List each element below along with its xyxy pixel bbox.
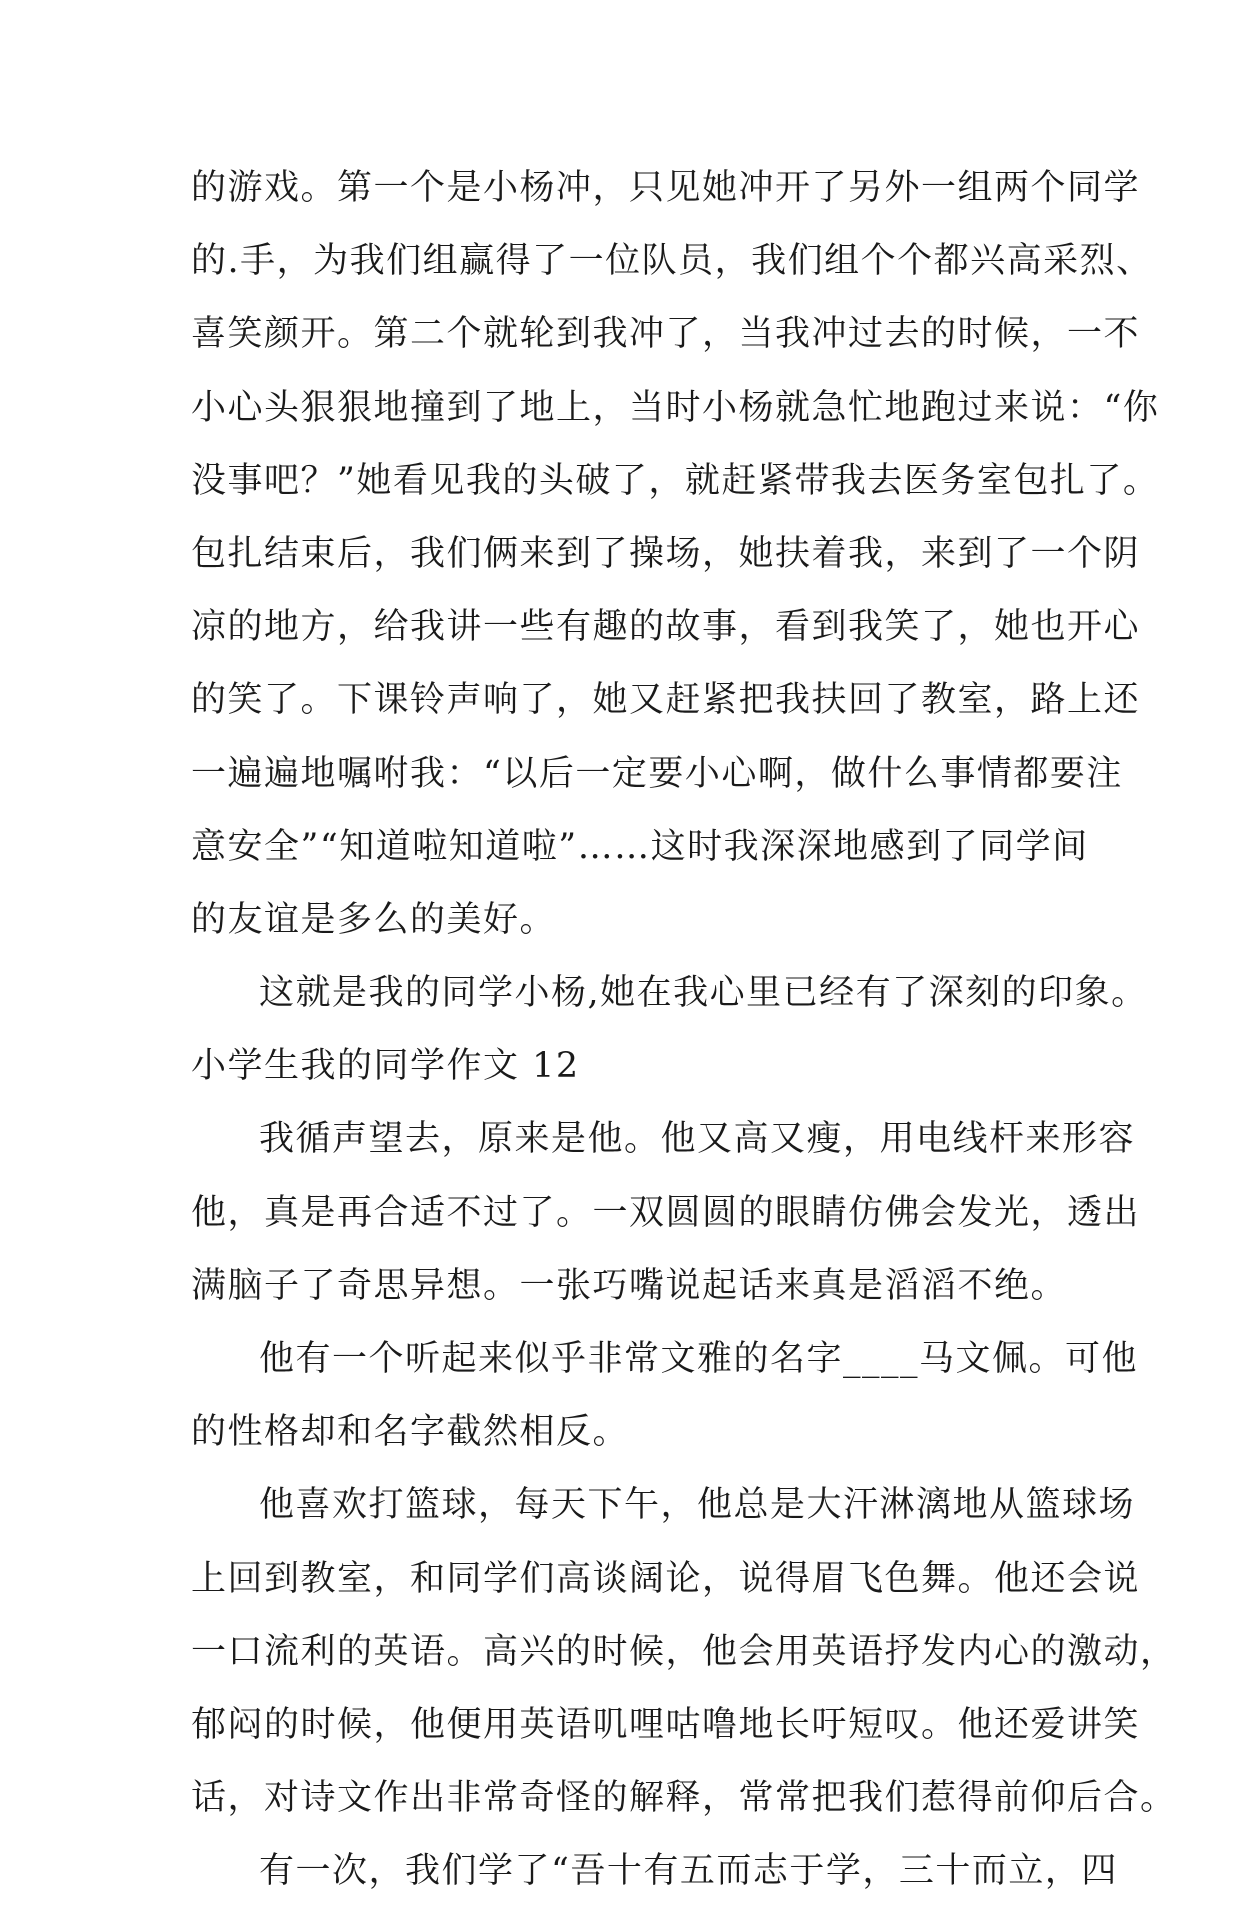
text-line: 话，对诗文作出非常奇怪的解释，常常把我们惹得前仰后合。 bbox=[191, 1778, 1177, 1819]
text-line: 没事吧？”她看见我的头破了，就赶紧带我去医务室包扎了。 bbox=[191, 460, 1160, 501]
text-line: 上回到教室，和同学们高谈阔论，说得眉飞色舞。他还会说 bbox=[191, 1558, 1141, 1599]
text-line: 郁闷的时候，他便用英语叽哩咕噜地长吁短叹。他还爱讲笑 bbox=[191, 1704, 1141, 1745]
text-line: 我循声望去，原来是他。他又高又瘦，用电线杆来形容 bbox=[259, 1119, 1136, 1160]
text-line: 他有一个听起来似乎非常文雅的名字____马文佩。可他 bbox=[259, 1339, 1139, 1379]
text-line: 的友谊是多么的美好。 bbox=[191, 899, 557, 940]
text-line: 他喜欢打篮球，每天下午，他总是大汗淋漓地从篮球场 bbox=[259, 1485, 1136, 1526]
text-line: 满脑子了奇思异想。一张巧嘴说起话来真是滔滔不绝。 bbox=[191, 1265, 1068, 1306]
text-line: 一口流利的英语。高兴的时候，他会用英语抒发内心的激动， bbox=[191, 1631, 1177, 1672]
section-title: 小学生我的同学作文 12 bbox=[191, 1046, 580, 1087]
text-line: 小心头狠狠地撞到了地上，当时小杨就急忙地跑过来说：“你 bbox=[191, 387, 1160, 428]
text-line: 这就是我的同学小杨,她在我心里已经有了深刻的印象。 bbox=[259, 973, 1148, 1014]
text-line: 包扎结束后，我们俩来到了操场，她扶着我，来到了一个阴 bbox=[191, 533, 1141, 574]
text-line: 的游戏。第一个是小杨冲，只见她冲开了另外一组两个同学 bbox=[191, 168, 1141, 208]
text-line: 的笑了。下课铃声响了，她又赶紧把我扶回了教室，路上还 bbox=[191, 680, 1141, 721]
text-line: 的性格却和名字截然相反。 bbox=[191, 1412, 630, 1453]
document-body bbox=[191, 152, 1177, 1909]
text-line: 的.手，为我们组赢得了一位队员，我们组个个都兴高采烈、 bbox=[191, 241, 1153, 282]
text-line: 意安全”“知道啦知道啦”……这时我深深地感到了同学间 bbox=[191, 826, 1089, 867]
text-line: 他，真是再合适不过了。一双圆圆的眼睛仿佛会发光，透出 bbox=[191, 1192, 1141, 1233]
text-line: 有一次，我们学了“吾十有五而志于学，三十而立，四 bbox=[259, 1851, 1118, 1892]
text-line: 凉的地方，给我讲一些有趣的故事，看到我笑了，她也开心 bbox=[191, 607, 1141, 648]
text-line: 一遍遍地嘱咐我：“以后一定要小心啊，做什么事情都要注 bbox=[191, 753, 1123, 794]
text-line: 喜笑颜开。第二个就轮到我冲了，当我冲过去的时候，一不 bbox=[191, 314, 1141, 355]
